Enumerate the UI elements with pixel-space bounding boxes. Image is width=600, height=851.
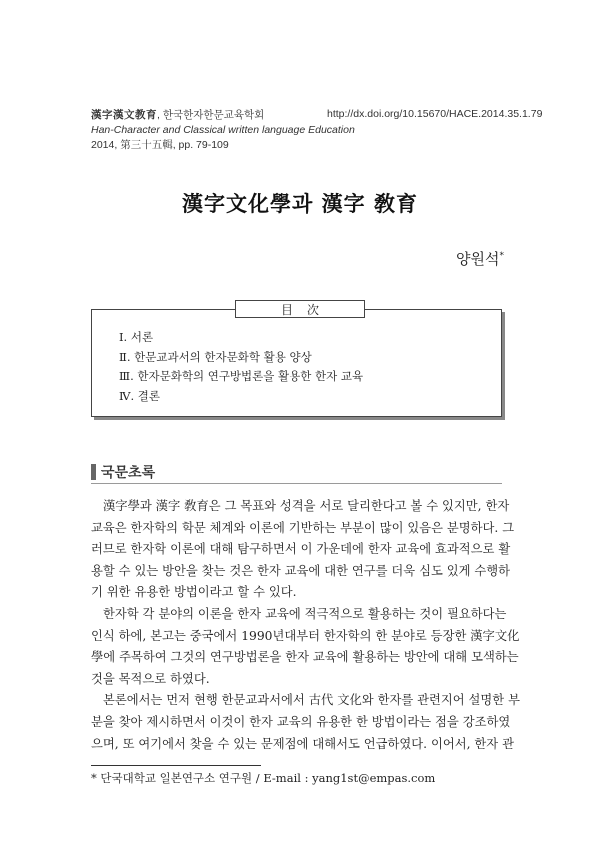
journal-header	[91, 108, 355, 153]
abstract-line: 한자학 각 분야의 이론을 한자 교육에 적극적으로 활용하는 것이 필요하다는	[103, 606, 507, 621]
toc-list	[119, 328, 363, 406]
abstract-line: 기 위한 유용한 방법이라고 할 수 있다.	[91, 585, 297, 600]
abstract-paragraph-2	[91, 604, 520, 690]
abstract-body	[91, 496, 520, 755]
toc-item: Ⅳ. 결론	[119, 388, 161, 403]
author-name: 양원석	[456, 250, 500, 268]
abstract-line: 본론에서는 먼저 현행 한문교과서에서 古代 文化와 한자를 관련지어 설명한 부	[103, 693, 520, 708]
toc-item: Ⅰ. 서론	[119, 330, 154, 344]
section-heading-text: 국문초록	[101, 465, 156, 481]
abstract-line: 러므로 한자학 이론에 대해 탐구하면서 이 가운데에 한자 교육에 효과적으로 활	[91, 542, 511, 557]
abstract-line: 인식 하에, 본고는 중국에서 1990년대부터 한자학의 한 분야로 등장한 漢字文化	[91, 628, 520, 643]
journal-issue: 2014, 第三十五輯, pp. 79-109	[91, 139, 229, 151]
abstract-line: 교육은 한자학의 학문 체계와 이론에 기반하는 부분이 많이 있음은 분명하다. 그	[91, 520, 515, 535]
journal-line	[91, 108, 355, 123]
heading-marker	[91, 464, 96, 480]
journal-english-title: Han-Character and Classical written language Education	[91, 124, 355, 136]
toc-item: Ⅱ. 한문교과서의 한자문화학 활용 양상	[119, 349, 312, 364]
section-heading	[91, 462, 155, 482]
abstract-line: 學에 주목하여 그것의 연구방법론을 한자 교육에 활용하는 방안에 대해 모색하는	[91, 650, 519, 665]
toc-item: Ⅲ. 한자문화학의 연구방법론을 활용한 한자 교육	[119, 369, 364, 383]
society-name: , 한국한자한문교육학회	[157, 109, 265, 121]
author	[456, 248, 504, 269]
abstract-paragraph-1	[91, 496, 515, 604]
abstract-line: 것을 목적으로 하였다.	[91, 671, 210, 686]
author-footnote-mark: *	[499, 251, 504, 261]
abstract-line: 분을 찾아 제시하면서 이것이 한자 교육의 유용한 한 방법이라는 점을 강조하였	[91, 714, 511, 729]
heading-divider	[91, 483, 502, 484]
paper-title: 漢字文化學과 漢字 敎育	[182, 191, 418, 216]
doi-link[interactable]: http://dx.doi.org/10.15670/HACE.2014.35.1.79	[327, 108, 543, 120]
journal-logo: 漢字漢文教育	[91, 109, 157, 121]
abstract-line: 漢字學과 漢字 敎育은 그 목표와 성격을 서로 달리한다고 볼 수 있지만, 한자	[103, 499, 510, 513]
footnote: * 단국대학교 일본연구소 연구원 / E-mail : yang1st@empas.com	[91, 771, 436, 785]
abstract-line: 으며, 또 여기에서 찾을 수 있는 문제점에 대해서도 언급하였다. 이어서, 한자 관	[91, 736, 514, 751]
toc-label: 目次	[235, 300, 365, 318]
abstract-paragraph-3	[91, 690, 520, 755]
abstract-line: 용할 수 있는 방안을 찾는 것은 한자 교육에 대한 연구를 더욱 심도 있게 수행하	[91, 563, 511, 578]
footnote-divider	[91, 765, 261, 766]
